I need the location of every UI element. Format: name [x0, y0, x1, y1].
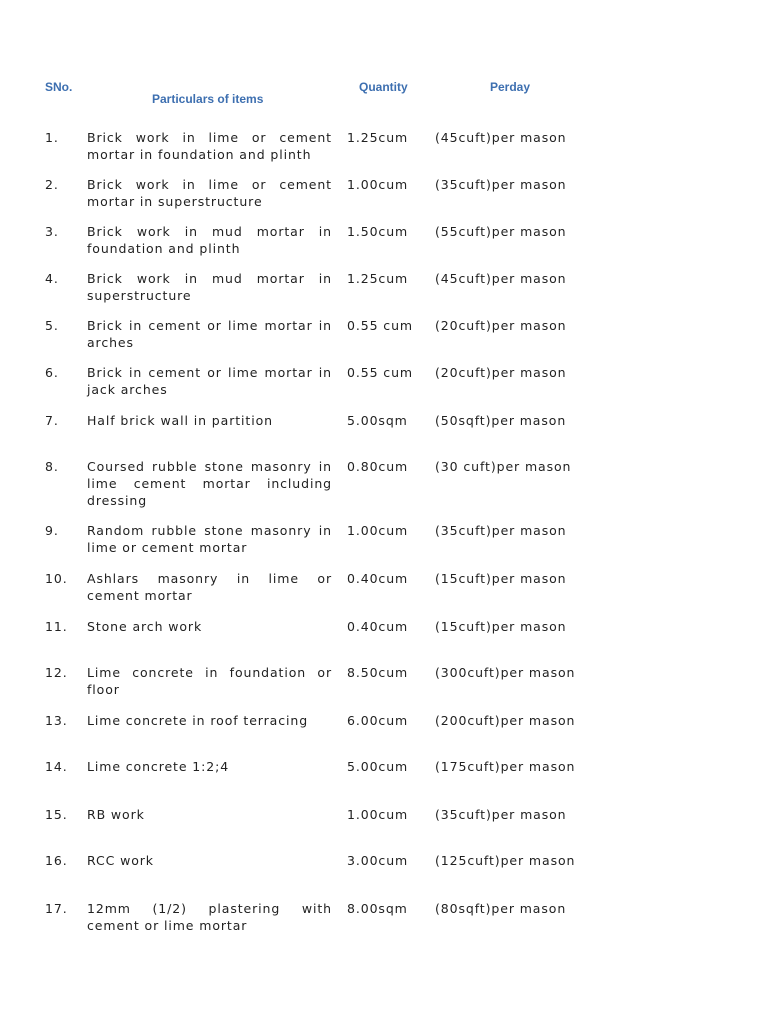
- row-quantity: 8.50cum: [347, 665, 409, 680]
- row-perday: (20cuft)per mason: [435, 365, 567, 380]
- row-quantity: 6.00cum: [347, 713, 409, 728]
- row-perday: (45cuft)per mason: [435, 130, 567, 145]
- row-particulars: Brick work in lime or cement mortar in foundation and plinth: [87, 130, 332, 162]
- row-quantity: 5.00sqm: [347, 413, 408, 428]
- row-perday: (20cuft)per mason: [435, 318, 567, 333]
- row-quantity: 1.25cum: [347, 130, 409, 145]
- row-particulars: Ashlars masonry in lime or cement mortar: [87, 571, 332, 603]
- row-perday: (175cuft)per mason: [435, 759, 576, 774]
- row-particulars: Coursed rubble stone masonry in lime cement mortar including dressing: [87, 459, 332, 508]
- row-particulars: RB work: [87, 807, 145, 822]
- row-perday: (35cuft)per mason: [435, 807, 567, 822]
- row-perday: (125cuft)per mason: [435, 853, 576, 868]
- row-sno: 7.: [45, 413, 59, 428]
- row-sno: 1.: [45, 130, 59, 145]
- row-sno: 14.: [45, 759, 68, 774]
- row-quantity: 0.80cum: [347, 459, 409, 474]
- row-sno: 4.: [45, 271, 59, 286]
- row-particulars: Stone arch work: [87, 619, 203, 634]
- row-quantity: 0.40cum: [347, 571, 409, 586]
- row-perday: (15cuft)per mason: [435, 619, 567, 634]
- row-perday: (300cuft)per mason: [435, 665, 576, 680]
- row-quantity: 0.55 cum: [347, 365, 413, 380]
- header-sno: SNo.: [45, 80, 73, 94]
- row-sno: 6.: [45, 365, 59, 380]
- row-sno: 2.: [45, 177, 59, 192]
- row-quantity: 1.00cum: [347, 177, 409, 192]
- row-sno: 8.: [45, 459, 59, 474]
- row-quantity: 5.00cum: [347, 759, 409, 774]
- row-quantity: 0.40cum: [347, 619, 409, 634]
- row-particulars: Brick in cement or lime mortar in arches: [87, 318, 332, 350]
- row-sno: 13.: [45, 713, 68, 728]
- row-particulars: Half brick wall in partition: [87, 413, 273, 428]
- row-particulars: Random rubble stone masonry in lime or cement mortar: [87, 523, 332, 555]
- row-particulars: Lime concrete in roof terracing: [87, 713, 309, 728]
- row-quantity: 1.50cum: [347, 224, 409, 239]
- row-particulars: Lime concrete in foundation or floor: [87, 665, 332, 697]
- row-particulars: Lime concrete 1:2;4: [87, 759, 230, 774]
- row-particulars: Brick work in mud mortar in superstructure: [87, 271, 332, 303]
- row-perday: (50sqft)per mason: [435, 413, 567, 428]
- row-particulars: Brick work in lime or cement mortar in superstructure: [87, 177, 332, 209]
- row-sno: 11.: [45, 619, 68, 634]
- row-perday: (30 cuft)per mason: [435, 459, 572, 474]
- header-perday: Perday: [490, 80, 531, 94]
- row-quantity: 1.00cum: [347, 807, 409, 822]
- row-perday: (15cuft)per mason: [435, 571, 567, 586]
- row-sno: 9.: [45, 523, 59, 538]
- row-sno: 15.: [45, 807, 68, 822]
- row-quantity: 3.00cum: [347, 853, 409, 868]
- row-perday: (55cuft)per mason: [435, 224, 567, 239]
- header-quantity: Quantity: [359, 80, 408, 94]
- row-perday: (45cuft)per mason: [435, 271, 567, 286]
- row-sno: 17.: [45, 901, 68, 916]
- row-perday: (200cuft)per mason: [435, 713, 576, 728]
- row-particulars: RCC work: [87, 853, 154, 868]
- row-quantity: 1.00cum: [347, 523, 409, 538]
- row-perday: (35cuft)per mason: [435, 177, 567, 192]
- row-sno: 5.: [45, 318, 59, 333]
- row-sno: 12.: [45, 665, 68, 680]
- row-perday: (35cuft)per mason: [435, 523, 567, 538]
- row-sno: 16.: [45, 853, 68, 868]
- row-quantity: 1.25cum: [347, 271, 409, 286]
- row-quantity: 0.55 cum: [347, 318, 413, 333]
- row-particulars: Brick in cement or lime mortar in jack arches: [87, 365, 332, 397]
- row-quantity: 8.00sqm: [347, 901, 408, 916]
- row-sno: 3.: [45, 224, 59, 239]
- row-particulars: 12mm (1/2) plastering with cement or lime mortar: [87, 901, 332, 933]
- row-particulars: Brick work in mud mortar in foundation and plinth: [87, 224, 332, 256]
- header-particulars: Particulars of items: [152, 92, 264, 106]
- row-perday: (80sqft)per mason: [435, 901, 567, 916]
- row-sno: 10.: [45, 571, 68, 586]
